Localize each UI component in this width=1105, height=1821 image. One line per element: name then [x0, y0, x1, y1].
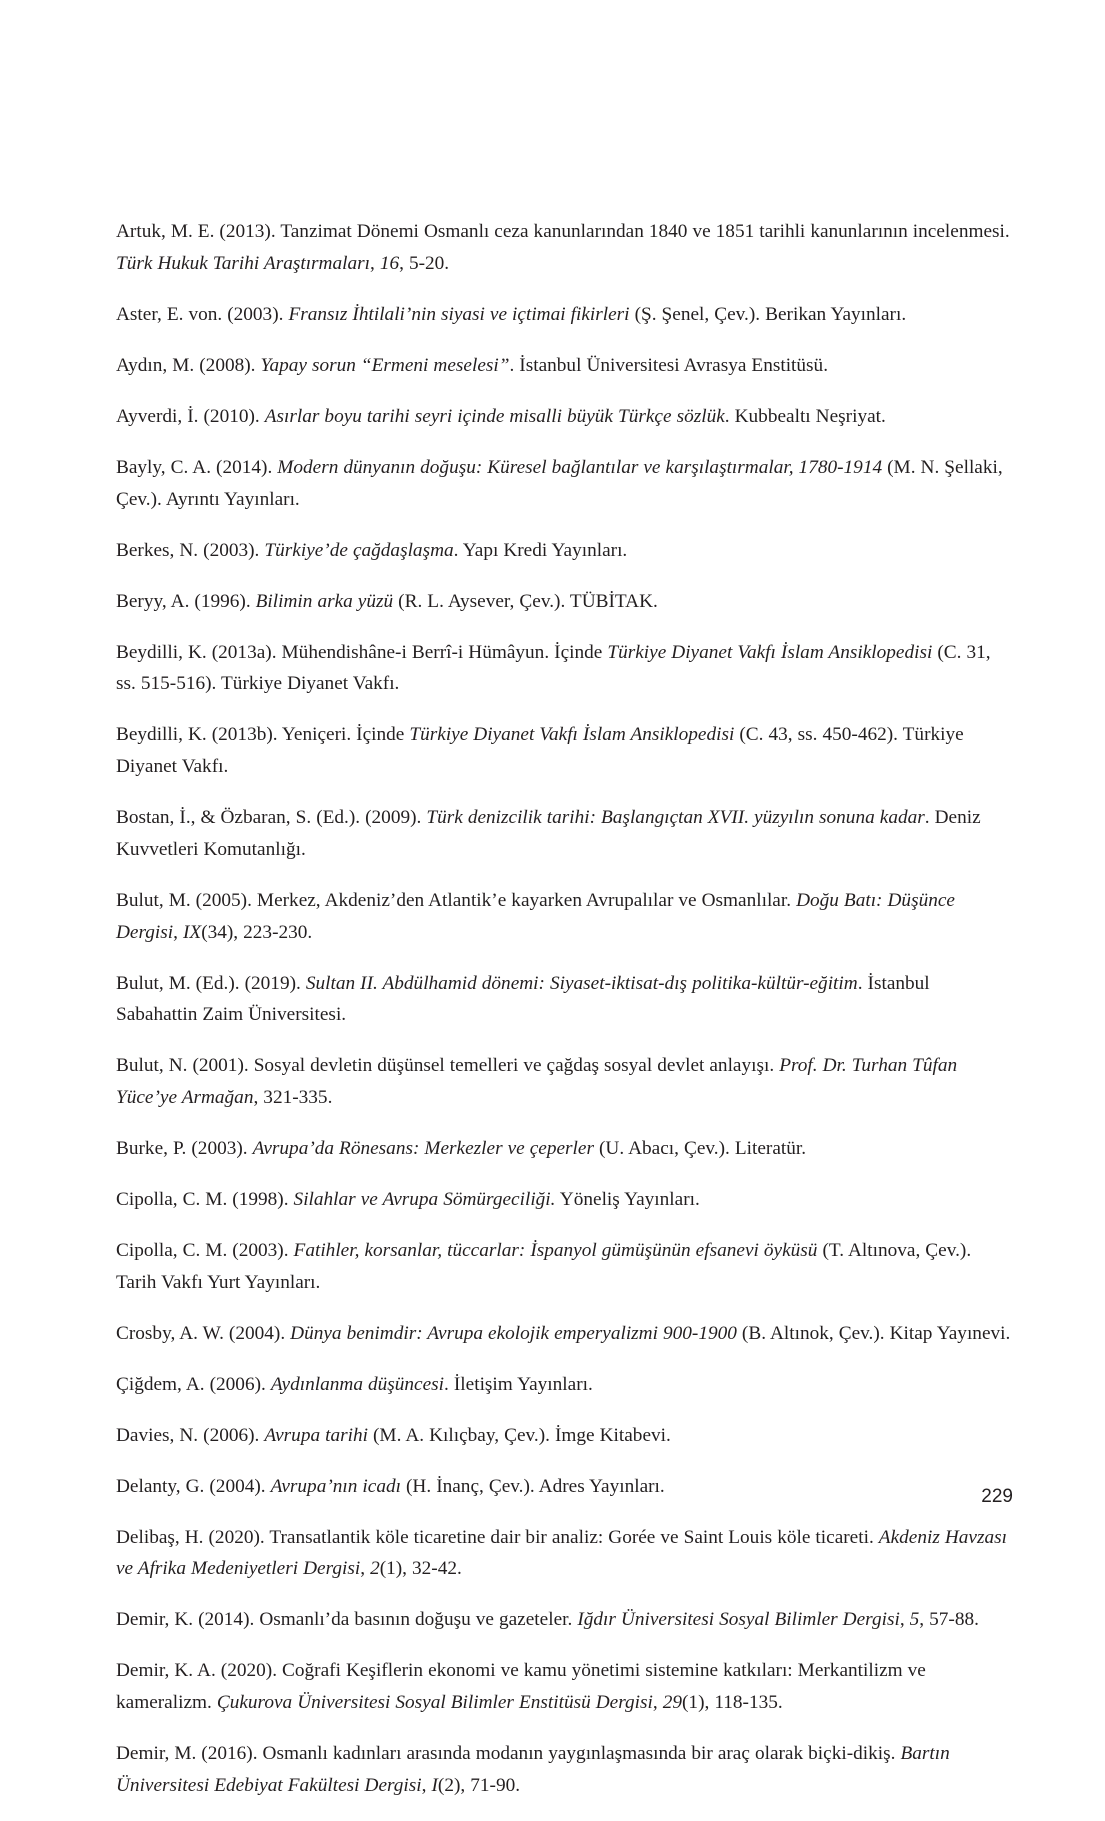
reference-italic-segment: Avrupa’da Rönesans: Merkezler ve çeperler	[252, 1137, 594, 1159]
reference-italic-segment: Türkiye Diyanet Vakfı İslam Ansiklopedisi	[607, 641, 933, 663]
reference-text-segment: . İletişim Yayınları.	[444, 1373, 593, 1395]
reference-italic-segment: Iğdır Üniversitesi Sosyal Bilimler Dergisi	[577, 1609, 900, 1631]
reference-text-segment: , 5-20.	[399, 253, 450, 274]
reference-italic-segment: I	[431, 1774, 438, 1796]
reference-italic-segment: Dünya benimdir: Avrupa ekolojik emperyalizmi 900-1900	[290, 1322, 737, 1344]
reference-italic-segment: Silahlar ve Avrupa Sömürgeciliği.	[293, 1188, 556, 1210]
reference-text-segment: (C. 31, ss. 515-516). Türkiye Diyanet Vakfı.	[116, 641, 991, 695]
reference-italic-segment: Türk Hukuk Tarihi Araştırmaları	[116, 253, 370, 274]
reference-text-segment: Demir, M. (2016). Osmanlı kadınları arasında modanın yaygınlaşmasında bir araç olarak biçki-dikiş.	[116, 1743, 901, 1765]
reference-italic-segment: 29	[662, 1692, 683, 1714]
reference-text-segment: ,	[360, 1558, 371, 1580]
reference-text-segment: (C. 43, ss. 450-462). Türkiye Diyanet Vakfı.	[116, 724, 964, 778]
reference-text-segment: Bulut, N. (2001). Sosyal devletin düşünsel temelleri ve çağdaş sosyal devlet anlayışı.	[116, 1055, 780, 1077]
reference-italic-segment: Fatihler, korsanlar, tüccarlar: İspanyol gümüşünün efsanevi öyküsü	[293, 1239, 818, 1261]
reference-text-segment: ,	[421, 1774, 432, 1796]
reference-entry	[116, 1738, 1014, 1801]
reference-text-segment: Beydilli, K. (2013a). Mühendishâne-i Berrî-i Hümâyun. İçinde	[116, 641, 608, 663]
reference-entry	[116, 535, 1014, 567]
reference-entry	[116, 1471, 1014, 1503]
reference-italic-segment: IX	[182, 921, 202, 943]
reference-text-segment: Aster, E. von. (2003).	[116, 304, 289, 325]
reference-text-segment: Cipolla, C. M. (2003).	[116, 1239, 294, 1261]
reference-entry	[116, 719, 1014, 782]
reference-text-segment: Davies, N. (2006).	[116, 1424, 265, 1446]
reference-text-segment: Beydilli, K. (2013b). Yeniçeri. İçinde	[116, 724, 410, 746]
reference-entry	[116, 1522, 1014, 1585]
reference-italic-segment: 5	[909, 1609, 920, 1631]
reference-italic-segment: Türkiye Diyanet Vakfı İslam Ansiklopedisi	[409, 724, 735, 746]
reference-entry	[116, 1420, 1014, 1452]
reference-text-segment: Aydın, M. (2008).	[116, 355, 261, 376]
reference-entry	[116, 452, 1014, 515]
reference-text-segment: (2), 71-90.	[437, 1774, 521, 1796]
reference-text-segment: Çiğdem, A. (2006).	[116, 1373, 271, 1395]
reference-text-segment: Bulut, M. (2005). Merkez, Akdeniz’den Atlantik’e kayarken Avrupalılar ve Osmanlılar.	[116, 889, 797, 911]
reference-italic-segment: Asırlar boyu tarihi seyri içinde misalli büyük Türkçe sözlük	[264, 406, 725, 427]
reference-text-segment: , 321-335.	[253, 1086, 333, 1108]
reference-entry	[116, 350, 1014, 382]
page-number: 229	[981, 1486, 1013, 1507]
reference-text-segment: (R. L. Aysever, Çev.). TÜBİTAK.	[393, 590, 658, 612]
reference-text-segment: (Ş. Şenel, Çev.). Berikan Yayınları.	[629, 304, 907, 325]
reference-text-segment: Berkes, N. (2003).	[116, 539, 265, 561]
reference-text-segment: Cipolla, C. M. (1998).	[116, 1188, 294, 1210]
reference-entry	[116, 1133, 1014, 1165]
reference-italic-segment: Akdeniz Havzası ve Afrika Medeniyetleri Dergisi	[116, 1526, 1007, 1580]
reference-text-segment: (H. İnanç, Çev.). Adres Yayınları.	[400, 1475, 665, 1497]
reference-text-segment: ,	[369, 253, 380, 274]
reference-text-segment: . İstanbul Üniversitesi Avrasya Enstitüsü.	[509, 355, 829, 376]
reference-entry	[116, 299, 1014, 331]
reference-text-segment: Bostan, İ., & Özbaran, S. (Ed.). (2009).	[116, 807, 427, 829]
reference-text-segment: (34), 223-230.	[201, 921, 313, 943]
reference-text-segment: . Deniz Kuvvetleri Komutanlığı.	[116, 807, 981, 860]
reference-entry	[116, 401, 1014, 433]
reference-italic-segment: Modern dünyanın doğuşu: Küresel bağlantılar ve karşılaştırmalar, 1780-1914	[277, 457, 883, 478]
reference-text-segment: Delibaş, H. (2020). Transatlantik köle ticaretine dair bir analiz: Gorée ve Saint Louis köle ticareti.	[116, 1526, 879, 1548]
reference-italic-segment: Fransız İhtilali’nin siyasi ve içtimai fikirleri	[288, 304, 630, 325]
reference-entry	[116, 1369, 1014, 1401]
reference-italic-segment: Prof. Dr. Turhan Tûfan Yüce’ye Armağan	[116, 1055, 958, 1108]
reference-text-segment: . Kubbealtı Neşriyat.	[724, 406, 886, 427]
reference-text-segment: (M. A. Kılıçbay, Çev.). İmge Kitabevi.	[367, 1424, 671, 1446]
reference-text-segment: Ayverdi, İ. (2010).	[116, 406, 265, 427]
reference-text-segment: (B. Altınok, Çev.). Kitap Yayınevi.	[736, 1322, 1011, 1344]
reference-text-segment: . İstanbul Sabahattin Zaim Üniversitesi.	[116, 972, 930, 1026]
reference-entry	[116, 1318, 1014, 1350]
reference-text-segment: ,	[899, 1609, 910, 1631]
reference-text-segment: (1), 32-42.	[379, 1558, 462, 1580]
reference-text-segment: (U. Abacı, Çev.). Literatür.	[593, 1137, 807, 1159]
reference-text-segment: (T. Altınova, Çev.). Tarih Vakfı Yurt Yayınları.	[116, 1239, 972, 1293]
reference-entry	[116, 1604, 1014, 1636]
reference-text-segment: Beryy, A. (1996).	[116, 590, 256, 612]
reference-entry	[116, 216, 1014, 279]
reference-text-segment: ,	[652, 1692, 663, 1714]
reference-italic-segment: Bartın Üniversitesi Edebiyat Fakültesi Dergisi	[116, 1743, 950, 1796]
reference-italic-segment: Avrupa’nın icadı	[270, 1475, 401, 1497]
reference-italic-segment: 2	[370, 1558, 380, 1580]
reference-text-segment: . Yapı Kredi Yayınları.	[453, 539, 628, 561]
reference-entry	[116, 1050, 1014, 1113]
reference-italic-segment: Türkiye’de çağdaşlaşma	[264, 539, 454, 561]
reference-entry	[116, 802, 1014, 865]
reference-italic-segment: 16	[379, 253, 400, 274]
reference-italic-segment: Aydınlanma düşüncesi	[270, 1373, 445, 1395]
reference-italic-segment: Doğu Batı: Düşünce Dergisi	[116, 889, 955, 943]
reference-list	[116, 197, 1014, 1821]
reference-text-segment: Bayly, C. A. (2014).	[116, 457, 278, 478]
reference-text-segment: Demir, K. (2014). Osmanlı’da basının doğuşu ve gazeteler.	[116, 1609, 578, 1631]
reference-text-segment: ,	[173, 921, 183, 943]
reference-italic-segment: Bilimin arka yüzü	[255, 590, 394, 612]
reference-entry	[116, 637, 1014, 700]
reference-italic-segment: Sultan II. Abdülhamid dönemi: Siyaset-iktisat-dış politika-kültür-eğitim	[305, 972, 858, 994]
reference-text-segment: , 57-88.	[919, 1609, 979, 1631]
reference-entry	[116, 1235, 1014, 1298]
reference-text-segment: (M. N. Şellaki, Çev.). Ayrıntı Yayınları.	[116, 457, 1003, 510]
reference-text-segment: Yöneliş Yayınları.	[555, 1188, 700, 1210]
reference-italic-segment: Türk denizcilik tarihi: Başlangıçtan XVII. yüzyılın sonuna kadar	[426, 807, 925, 829]
reference-text-segment: Bulut, M. (Ed.). (2019).	[116, 972, 306, 994]
reference-entry	[116, 885, 1014, 948]
reference-text-segment: (1), 118-135.	[682, 1692, 783, 1714]
reference-text-segment: Artuk, M. E. (2013). Tanzimat Dönemi Osmanlı ceza kanunlarından 1840 ve 1851 tarihli kanunlarının incelenmesi.	[116, 221, 1010, 243]
reference-entry	[116, 1655, 1014, 1718]
reference-text-segment: Demir, K. A. (2020). Coğrafi Keşiflerin ekonomi ve kamu yönetimi sistemine katkıları: Merkantilizm ve kameralizm.	[116, 1660, 926, 1714]
reference-entry	[116, 968, 1014, 1031]
reference-text-segment: Delanty, G. (2004).	[116, 1475, 271, 1497]
reference-entry	[116, 1184, 1014, 1216]
reference-text-segment: Crosby, A. W. (2004).	[116, 1322, 291, 1344]
reference-italic-segment: Avrupa tarihi	[264, 1424, 368, 1446]
reference-text-segment: Burke, P. (2003).	[116, 1137, 253, 1159]
reference-entry	[116, 586, 1014, 618]
reference-italic-segment: Yapay sorun “Ermeni meselesi”	[260, 355, 510, 376]
reference-italic-segment: Çukurova Üniversitesi Sosyal Bilimler Enstitüsü Dergisi	[216, 1692, 653, 1714]
